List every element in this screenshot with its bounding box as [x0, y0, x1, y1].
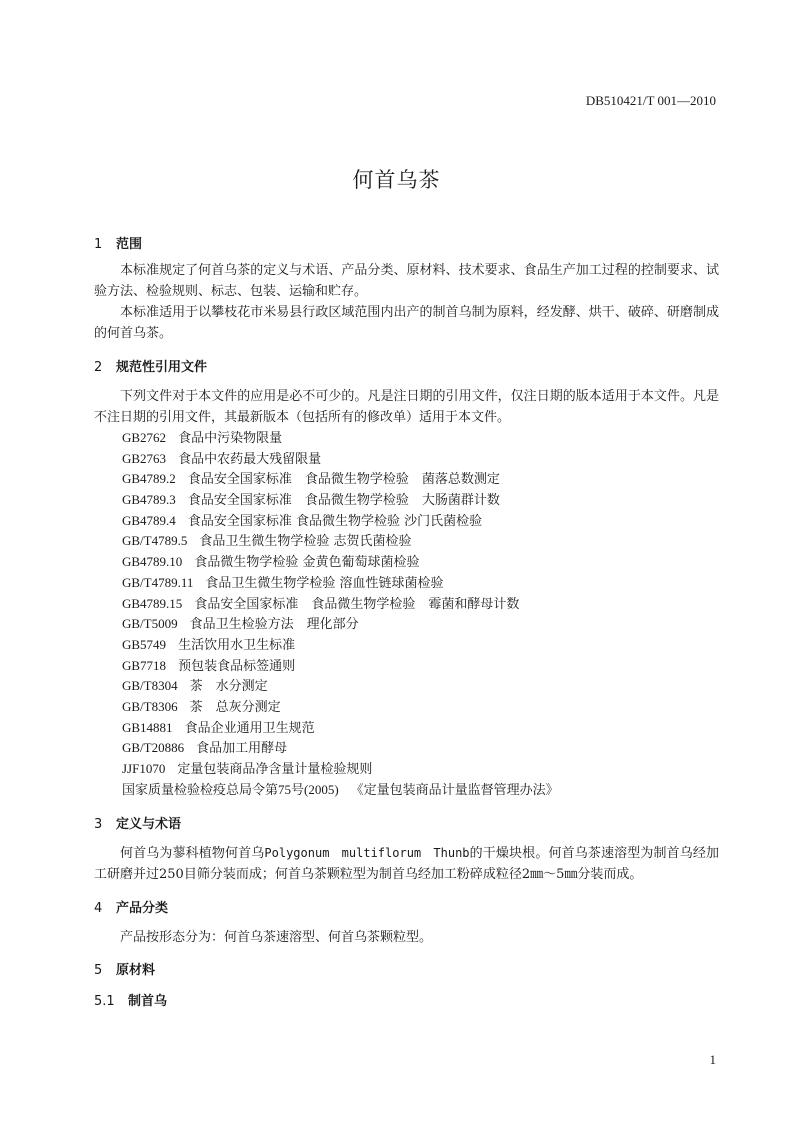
reference-title: 食品企业通用卫生规范 — [184, 720, 315, 736]
reference-item — [122, 738, 559, 759]
reference-code: GB/T5009 — [122, 616, 178, 632]
document-title: 何首乌茶 — [352, 168, 441, 192]
standard-code: DB510421/T 001—2010 — [585, 93, 716, 108]
reference-title: 《定量包装商品计量监督管理办法》 — [350, 782, 559, 798]
reference-item — [122, 656, 559, 677]
reference-title: 预包装食品标签通则 — [178, 658, 296, 674]
reference-code: GB5749 — [122, 636, 167, 652]
reference-item — [122, 718, 559, 739]
reference-code: GB/T8304 — [122, 678, 178, 694]
reference-title: 食品卫生检验方法 理化部分 — [189, 617, 359, 633]
reference-item — [122, 511, 559, 532]
reference-code: GB4789.4 — [122, 512, 176, 528]
reference-title: 茶 总灰分测定 — [189, 699, 281, 715]
section-heading-4 — [94, 897, 168, 916]
reference-title: 食品安全国家标准 食品微生物学检验 霉菌和酵母计数 — [194, 596, 520, 612]
reference-item — [122, 449, 559, 470]
section-heading-5 — [94, 959, 155, 978]
reference-item — [122, 490, 559, 511]
section-title: 范围 — [116, 237, 143, 252]
reference-item — [122, 469, 559, 490]
reference-title: 茶 水分测定 — [189, 679, 268, 695]
section-number: 3 — [94, 817, 103, 832]
latin-species-name: Polygonum multiflorum Thunb — [264, 846, 470, 860]
section-number: 5 — [94, 963, 103, 978]
section-title: 规范性引用文件 — [116, 360, 208, 375]
reference-code: GB2762 — [122, 430, 167, 445]
section-number: 2 — [94, 360, 103, 375]
reference-title: 食品卫生微生物学检验 志贺氏菌检验 — [199, 534, 412, 550]
reference-title: 食品安全国家标准 食品微生物学检验 沙门氏菌检验 — [187, 513, 483, 529]
reference-item — [122, 780, 559, 801]
definition-paragraph — [94, 843, 719, 885]
reference-item — [122, 676, 559, 697]
reference-item — [122, 697, 559, 718]
section-title: 原材料 — [116, 963, 156, 978]
reference-item — [122, 635, 559, 656]
reference-item — [122, 573, 559, 594]
section-number: 4 — [94, 901, 103, 916]
reference-title: 生活饮用水卫生标准 — [178, 637, 296, 653]
section-title: 定义与术语 — [116, 817, 182, 832]
reference-code: GB4789.10 — [122, 554, 183, 570]
reference-code: GB/T20886 — [122, 740, 185, 756]
reference-code: GB/T4789.11 — [122, 574, 194, 590]
reference-code: GB4789.2 — [122, 471, 176, 487]
section-heading-1 — [94, 233, 142, 252]
reference-code: GB7718 — [122, 657, 167, 673]
reference-item — [122, 614, 559, 635]
section-number: 5.1 — [94, 994, 115, 1009]
reference-item — [122, 552, 559, 573]
section-heading-3 — [94, 813, 181, 832]
reference-code: GB14881 — [122, 719, 173, 735]
references-intro: 下列文件对于本文件的应用是必不可少的。凡是注日期的引用文件，仅注日期的版本适用于本文件。凡是不注日期的引用文件，其最新版本（包括所有的修改单）适用于本文件。 — [94, 389, 719, 425]
definition-text-end: 的干燥块根。何首乌茶速溶型为制首乌经加工研磨并过250目筛分装而成；何首乌茶颗粒型为制首乌经加工粉碎成粒径2㎜～5㎜分装而成。 — [94, 846, 719, 882]
reference-code: JJF1070 — [122, 761, 166, 776]
reference-title: 食品加工用酵母 — [196, 741, 288, 757]
reference-item — [122, 759, 559, 780]
reference-item — [122, 531, 559, 552]
section-title: 产品分类 — [116, 901, 169, 916]
section-heading-2 — [94, 356, 207, 375]
reference-title: 食品安全国家标准 食品微生物学检验 大肠菌群计数 — [187, 493, 500, 509]
page-number: 1 — [709, 1052, 716, 1067]
reference-code: 国家质量检验检疫总局令第75号(2005) — [122, 781, 339, 797]
reference-list — [122, 428, 559, 800]
reference-code: GB/T8306 — [122, 698, 178, 714]
reference-title: 食品卫生微生物学检验 溶血性链球菌检验 — [205, 575, 444, 591]
reference-code: GB4789.3 — [122, 492, 176, 508]
reference-title: 食品安全国家标准 食品微生物学检验 菌落总数测定 — [187, 472, 500, 488]
reference-title: 食品中农药最大残留限量 — [178, 451, 322, 467]
reference-item — [122, 428, 559, 449]
reference-title: 定量包装商品净含量计量检验规则 — [177, 762, 373, 777]
reference-title: 食品微生物学检验 金黄色葡萄球菌检验 — [194, 555, 420, 571]
definition-text-start: 何首乌为蓼科植物何首乌 — [120, 846, 265, 861]
section-title: 制首乌 — [128, 994, 168, 1009]
subsection-heading-5-1 — [94, 990, 167, 1009]
scope-paragraph-2: 本标准适用于以攀枝花市米易县行政区域范围内出产的制首乌制为原料，经发酵、烘干、破碎、研磨制成的何首乌茶。 — [94, 305, 719, 341]
reference-code: GB4789.15 — [122, 595, 183, 611]
reference-item — [122, 594, 559, 615]
classification-paragraph: 产品按形态分为：何首乌茶速溶型、何首乌茶颗粒型。 — [120, 930, 433, 945]
reference-title: 食品中污染物限量 — [178, 431, 283, 446]
section-number: 1 — [94, 237, 103, 252]
reference-code: GB2763 — [122, 450, 167, 466]
scope-paragraph-1: 本标准规定了何首乌茶的定义与术语、产品分类、原材料、技术要求、食品生产加工过程的控制要求、试验方法、检验规则、标志、包装、运输和贮存。 — [94, 263, 719, 299]
reference-code: GB/T4789.5 — [122, 533, 188, 549]
